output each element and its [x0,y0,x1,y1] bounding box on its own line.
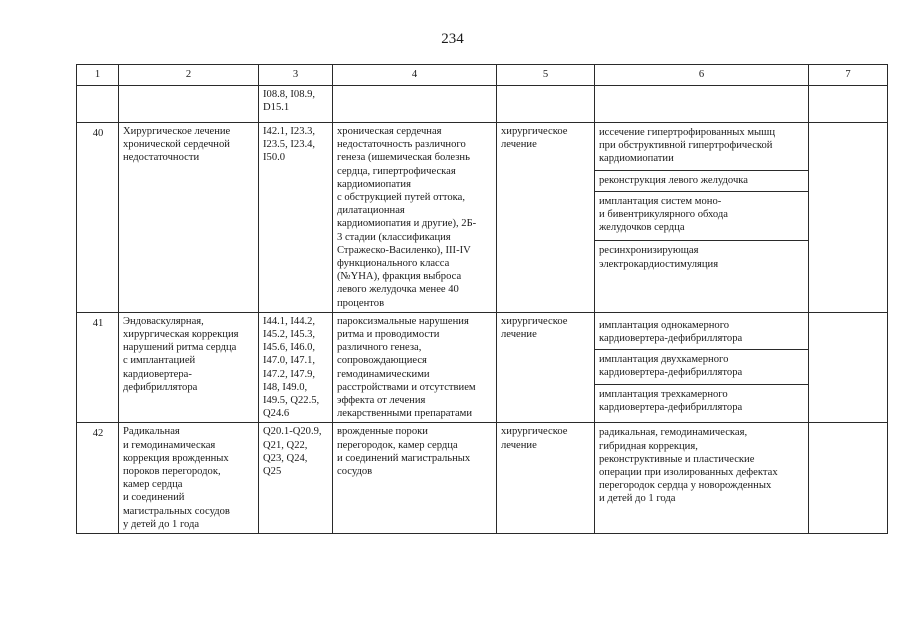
method-item: радикальная, гемодинамическая, гибридная коррекция, реконструктивные и пластические операции при изолированных дефектах перегородок сердца у новорожденных и детей до 1 года [599,427,778,505]
procedure-name: Эндоваскулярная, хирургическая коррекция нарушений ритма сердца с имплантацией кардиовертера- дефибриллятора [119,312,259,423]
method-item: имплантация однокамерного кардиовертера-дефибриллятора [595,313,808,350]
cell-codes: I08.8, I08.9, D15.1 [259,86,333,123]
row-number: 41 [77,312,119,423]
method-item: иссечение гипертрофированных мышц при обструктивной гипертрофической кардиомиопатии [595,123,808,171]
cell-treatment [497,86,595,123]
treatment-type: хирургическое лечение [497,123,595,313]
disease-model: хроническая сердечная недостаточность различного генеза (ишемическая болезнь сердца, гипертрофическая кардиомиопатия с обструкцией путей оттока, дилатационная кардиомиопатия и другие), 2Б- 3 стадии (классификация Стражеско-Василенко), III-IV функционального класса (№YHA), фракция выброса левого желудочка менее 40 процентов [333,123,497,313]
treatment-methods [595,423,809,534]
row-number: 40 [77,123,119,313]
disease-model: врожденные пороки перегородок, камер сердца и соединений магистральных сосудов [333,423,497,534]
table-row [77,312,888,423]
cell-cost [809,86,888,123]
method-item: имплантация трехкамерного кардиовертера-дефибриллятора [599,388,743,413]
column-header: 7 [809,65,888,86]
column-header: 1 [77,65,119,86]
method-item: реконструкция левого желудочка [595,171,808,192]
cell-disease [333,86,497,123]
table-row [77,423,888,534]
cost-cell [809,123,888,313]
method-item: ресинхронизирующая электрокардиостимуляция [599,245,719,270]
method-item: имплантация систем моно- и бивентрикулярного обхода желудочков сердца [595,192,808,242]
cell-number [77,86,119,123]
cell-name [119,86,259,123]
medical-procedures-table [76,64,888,534]
icd-codes: I42.1, I23.3, I23.5, I23.4, I50.0 [259,123,333,313]
column-header: 3 [259,65,333,86]
procedure-name: Радикальная и гемодинамическая коррекция врожденных пороков перегородок, камер сердца и соединений магистральных сосудов у детей до 1 года [119,423,259,534]
treatment-methods [595,123,809,313]
cell-methods [595,86,809,123]
column-header: 5 [497,65,595,86]
method-item: имплантация двухкамерного кардиовертера-дефибриллятора [595,350,808,384]
icd-codes: I44.1, I44.2, I45.2, I45.3, I45.6, I46.0, I47.0, I47.1, I47.2, I47.9, I48, I49.0, I49.5, Q22.5, Q24.6 [259,312,333,423]
column-number-row [77,65,888,86]
row-number: 42 [77,423,119,534]
treatment-methods [595,312,809,423]
column-header: 6 [595,65,809,86]
table-row [77,123,888,313]
column-header: 2 [119,65,259,86]
continuation-row [77,86,888,123]
cost-cell [809,312,888,423]
cost-cell [809,423,888,534]
procedure-name: Хирургическое лечение хронической сердечной недостаточности [119,123,259,313]
disease-model: пароксизмальные нарушения ритма и проводимости различного генеза, сопровождающиеся гемодинамическими расстройствами и отсутствием эффекта от лечения лекарственными препаратами [333,312,497,423]
page-number: 234 [441,31,464,47]
treatment-type: хирургическое лечение [497,423,595,534]
column-header: 4 [333,65,497,86]
icd-codes: Q20.1-Q20.9, Q21, Q22, Q23, Q24, Q25 [259,423,333,534]
treatment-type: хирургическое лечение [497,312,595,423]
